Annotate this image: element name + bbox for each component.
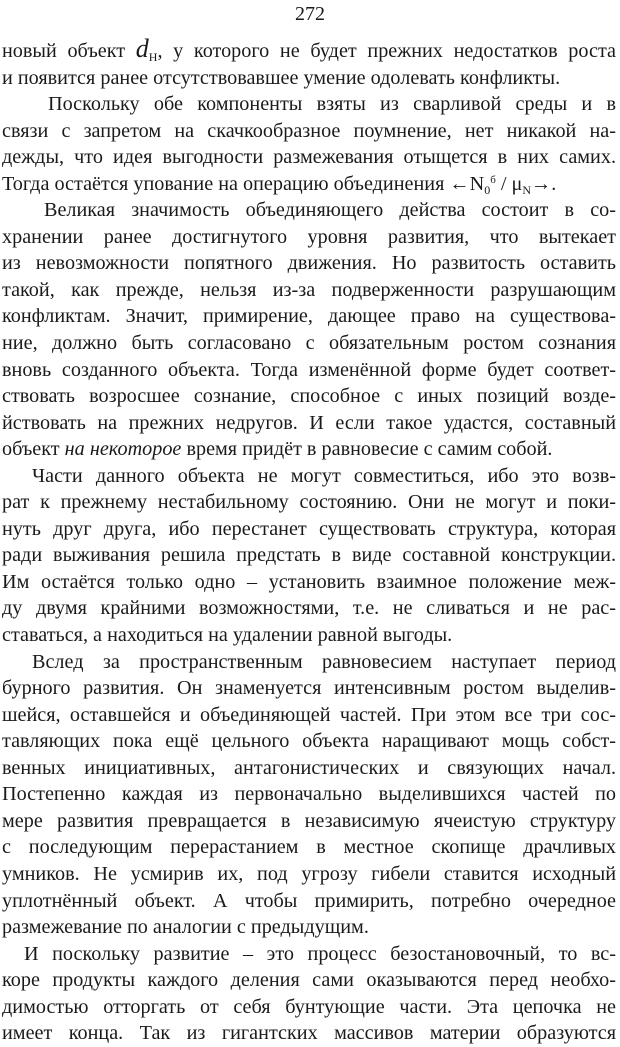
text-line: димостью отторгать от себя бунтующие части. Эта цепочка не [2, 995, 616, 1018]
paragraph [2, 941, 616, 1047]
math-superscript: б [490, 173, 496, 186]
text-line: такой, как прежде, нельзя из-за подверженности разрушающим [2, 278, 616, 301]
text-line: венных инициативных, антагонистических и связующих начал. [2, 756, 616, 779]
text-line: хранении ранее достигнутого уровня развития, что вытекает [2, 225, 616, 248]
body-text [2, 36, 616, 1047]
text-line: Поскольку обе компоненты взяты из сварливой среды и в [48, 93, 616, 116]
paragraph [2, 91, 616, 197]
math-symbol: d [135, 34, 149, 63]
text-line: объект на некоторое время придёт в равновесие с самим собой. [2, 438, 553, 461]
text-line: новый объект $d_Н$, у которого не будет прежних недостатков роста [2, 34, 616, 64]
math-subscript: N [522, 182, 532, 197]
paragraph [2, 36, 616, 91]
text-line: уплотнённый объект. А чтобы примирить, потребно очередное [2, 889, 616, 912]
text-line: Тогда остаётся упование на операцию объединения $\leftarrow N_0^б / \mu_N\to$. [2, 172, 557, 197]
text-line: ради выживания решила предстать в виде составной конструкции. [2, 544, 616, 567]
text-line: ду двумя крайними возможностями, т.е. не сливаться и не рас- [2, 597, 616, 620]
text-line: нуть друг друга, ибо перестанет существовать структура, которая [2, 517, 616, 540]
paragraph [2, 463, 616, 649]
math-subscript: 0 [484, 182, 491, 197]
text-line: связи с запретом на скачкообразное поумнение, нет никакой на- [2, 119, 616, 142]
text-line: Постепенно каждая из первоначально выделившихся частей по [2, 783, 616, 806]
text-line: вновь созданного объекта. Тогда изменённой форме будет соответ- [2, 358, 616, 381]
text-line: Вслед за пространственным равновесием наступает период [32, 650, 616, 673]
text-line: ставаться, а находиться на удалении равной выгоды. [2, 624, 453, 647]
text-line: мере развития превращается в независимую ячеистую структуру [2, 809, 616, 832]
text-line: ствовать возросшее сознание, способное с иных позиций возде- [2, 385, 616, 408]
text-line: шейся, оставшейся и объединяющей частей. При этом все три сос- [2, 703, 616, 726]
text-line: из невозможности попятного движения. Но развитость оставить [2, 252, 616, 275]
text-line: бурного развития. Он знаменуется интенсивным ростом выделив- [2, 677, 616, 700]
text-line: тавляющих пока ещё цельного объекта наращивают мощь собст- [2, 730, 616, 753]
text-line: Части данного объекта не могут совместиться, ибо это возв- [32, 464, 616, 487]
text-line: конфликтам. Значит, примирение, дающее право на существова- [2, 305, 616, 328]
text-line: рат к прежнему нестабильному состоянию. Они не могут и поки- [2, 491, 616, 514]
text-line: ние, должно быть согласовано с обязательным ростом сознания [2, 332, 616, 355]
paragraph [2, 649, 616, 941]
text-line: размежевание по аналогии с предыдущим. [2, 916, 369, 939]
italic-text: на некоторое [64, 438, 182, 461]
text-line: умников. Не усмирив их, под угрозу гибели ставится исходный [2, 862, 616, 885]
text-line: с последующим перерастанием в местное скопище драчливых [2, 836, 616, 859]
text-line: Им остаётся только одно – установить взаимное положение меж- [2, 570, 616, 593]
page-number: 272 [295, 3, 325, 25]
text-line: и появится ранее отсутствовавшее умение одолевать конфликты. [2, 66, 561, 89]
paragraph [2, 197, 616, 462]
text-line: дежды, что идея выгодности размежевания отыщется в них самих. [2, 146, 616, 169]
text-line: И поскольку развитие – это процесс безостановочный, то вс- [24, 942, 616, 965]
text-line: имеет конца. Так из гигантских массивов материи образуются [2, 1022, 616, 1045]
math-subscript: Н [148, 50, 158, 64]
text-line: йствовать на прежних недругов. И если такое удастся, составный [2, 411, 616, 434]
text-line: коре продукты каждого деления сами оказываются перед необхо- [2, 969, 616, 992]
text-line: Великая значимость объединяющего действа состоит в со- [44, 199, 616, 222]
